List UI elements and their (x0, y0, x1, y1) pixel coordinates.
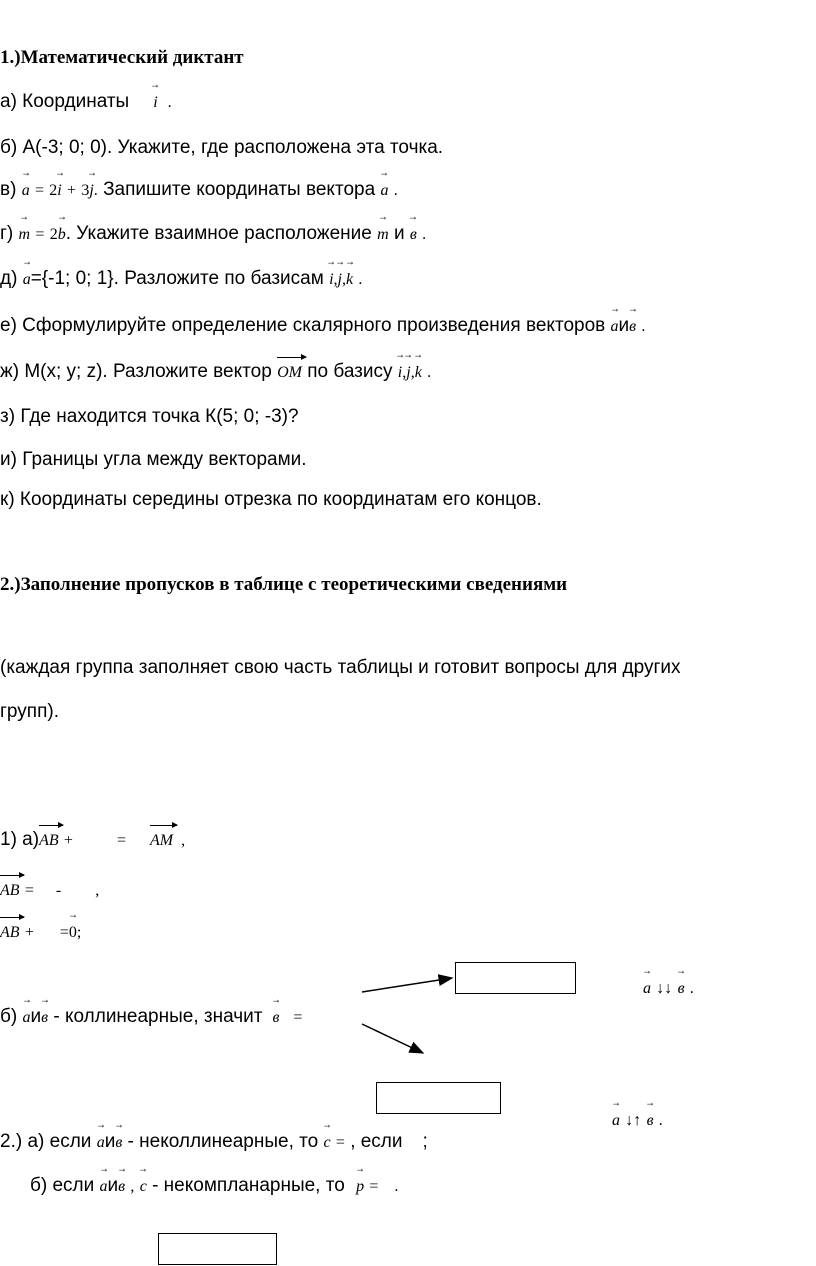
row-collinear: б) → aи→ в - коллинеарные, значит→ в = (0, 1005, 302, 1030)
item-e: е) Сформулируйте определение скалярного произведения векторов → aи→ в . (0, 314, 645, 339)
item-a: а) Координаты→ i . (0, 90, 172, 115)
row-1c: AB + =→ 0; (0, 920, 81, 945)
section2-note-line2: групп). (0, 701, 59, 722)
section1-title: 1.)Математический диктант (0, 47, 244, 68)
item-b: б) А(-3; 0; 0). Укажите, где расположена эта точка. (0, 137, 444, 158)
item-v: в) → a = 2→ i + 3→ j. Запишите координаты вектора → a . (0, 178, 398, 203)
blank-box-same[interactable] (376, 1082, 501, 1114)
opposite-directed: → a ↓↓ → в . (643, 976, 694, 1001)
item-g: г) → m = 2→ b. Укажите взаимное расположение → m и → в . (0, 222, 426, 247)
row-1a: 1) а)AB + = AM , (0, 828, 185, 853)
item-k: к) Координаты середины отрезка по координатам его концов. (0, 489, 542, 510)
row-2b: б) если → aи→ в , → c - некомпланарные, то → p = . (30, 1174, 398, 1199)
arrow-to-top-box (362, 978, 452, 992)
item-i: и) Границы угла между векторами. (0, 449, 307, 470)
arrow-to-bottom-box (362, 1024, 423, 1053)
section2-title: 2.)Заполнение пропусков в таблице с теоретическими сведениями (0, 574, 568, 595)
vector-i: → i (153, 91, 157, 115)
item-d: д) → a={-1; 0; 1}. Разложите по базисам → i,→ j,→ k . (0, 267, 362, 292)
blank-box-bottom[interactable] (158, 1233, 277, 1265)
section2-note-line1: (каждая группа заполняет свою часть таблицы и готовит вопросы для других (0, 657, 681, 678)
row-1b: AB = - , (0, 878, 99, 903)
item-z: з) Где находится точка К(5; 0; -3)? (0, 406, 299, 427)
item-zh: ж) М(х; у; z). Разложите вектор OM по базису → i,→ j,→ k . (0, 360, 431, 385)
same-directed: → a ↓↑ → в . (612, 1108, 663, 1133)
row-2a: 2.) а) если → aи→ в - неколлинеарные, то → c = , если ; (0, 1130, 428, 1155)
